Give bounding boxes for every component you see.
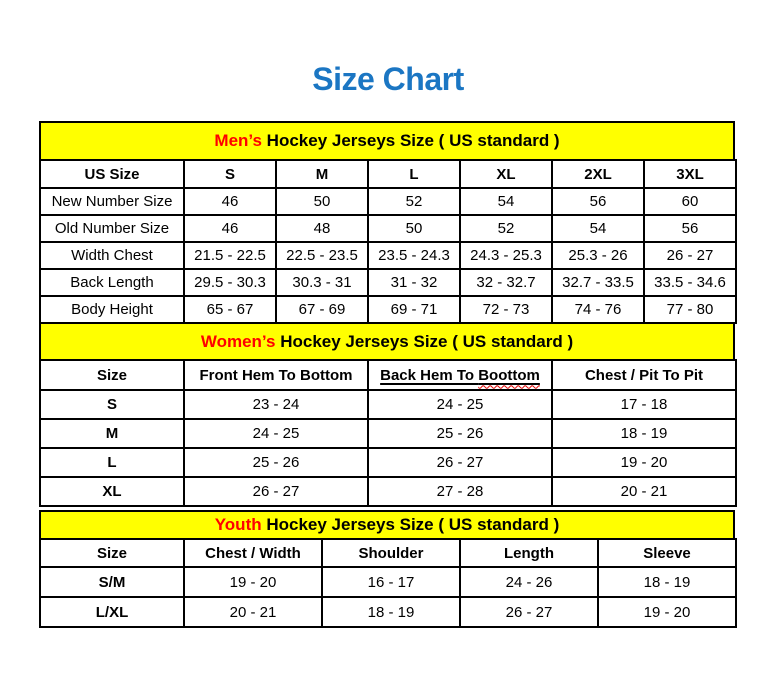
page-title: Size Chart [312,61,464,97]
cell: 54 [552,215,644,242]
table-row [40,597,736,627]
row-label: L/XL [40,597,184,627]
cell: 23 - 24 [184,390,368,419]
cell: 52 [460,215,552,242]
table-row [40,296,736,323]
cell: 17 - 18 [552,390,736,419]
section-men [39,121,735,324]
row-label: XL [40,477,184,506]
cell: 31 - 32 [368,269,460,296]
cell: 19 - 20 [184,567,322,597]
cell: 30.3 - 31 [276,269,368,296]
table-row [40,215,736,242]
cell: 26 - 27 [368,448,552,477]
cell: 25 - 26 [184,448,368,477]
cell: 26 - 27 [460,597,598,627]
cell: 56 [552,188,644,215]
cell: 72 - 73 [460,296,552,323]
cell: 29.5 - 30.3 [184,269,276,296]
row-label: M [40,419,184,448]
cell: 67 - 69 [276,296,368,323]
cell: 18 - 19 [598,567,736,597]
table-row [40,448,736,477]
table-row [40,419,736,448]
cell: 46 [184,188,276,215]
cell: 19 - 20 [598,597,736,627]
cell: 32.7 - 33.5 [552,269,644,296]
row-label: Width Chest [40,242,184,269]
cell: 19 - 20 [552,448,736,477]
cell: 24 - 25 [184,419,368,448]
table-row [40,390,736,419]
cell: 77 - 80 [644,296,736,323]
men-banner-highlight: Men’s [214,131,262,150]
cell: 50 [368,215,460,242]
men-size-table [39,159,737,324]
cell: 46 [184,215,276,242]
women-banner-text: Hockey Jerseys Size ( US standard ) [275,331,574,351]
cell: 26 - 27 [184,477,368,506]
section-women [39,324,735,507]
cell: 33.5 - 34.6 [644,269,736,296]
table-row [40,477,736,506]
youth-banner-highlight: Youth [214,515,262,534]
table-row [40,567,736,597]
cell: 24 - 25 [368,390,552,419]
header-row [40,160,736,188]
column-header: Sleeve [598,539,736,567]
row-label: S [40,390,184,419]
youth-size-table [39,538,737,628]
cell: 54 [460,188,552,215]
column-header: XL [460,160,552,188]
row-label: New Number Size [40,188,184,215]
youth-banner [39,510,735,538]
column-header: Size [40,539,184,567]
cell: 74 - 76 [552,296,644,323]
cell: 69 - 71 [368,296,460,323]
cell: 65 - 67 [184,296,276,323]
column-header: Shoulder [322,539,460,567]
header-row [40,539,736,567]
row-label: L [40,448,184,477]
cell: 50 [276,188,368,215]
size-chart [39,121,735,628]
cell: 20 - 21 [184,597,322,627]
column-header: L [368,160,460,188]
women-banner-highlight: Women’s [200,331,276,351]
women-size-table [39,359,737,507]
row-label: Old Number Size [40,215,184,242]
column-header: Length [460,539,598,567]
column-header: S [184,160,276,188]
column-header: Chest / Width [184,539,322,567]
column-header: Front Hem To Bottom [184,360,368,390]
column-header: M [276,160,368,188]
cell: 24.3 - 25.3 [460,242,552,269]
row-label: Back Length [40,269,184,296]
cell: 52 [368,188,460,215]
men-banner [39,121,735,159]
cell: 18 - 19 [552,419,736,448]
column-header: 2XL [552,160,644,188]
cell: 21.5 - 22.5 [184,242,276,269]
cell: 25 - 26 [368,419,552,448]
section-youth [39,510,735,628]
cell: 60 [644,188,736,215]
cell: 56 [644,215,736,242]
column-header: US Size [40,160,184,188]
header-row [40,360,736,390]
cell: 26 - 27 [644,242,736,269]
cell: 27 - 28 [368,477,552,506]
cell: 23.5 - 24.3 [368,242,460,269]
column-header: Chest / Pit To Pit [552,360,736,390]
misspelled-word: Boottom [478,366,540,384]
column-header: Back Hem To Boottom [368,360,552,390]
cell: 25.3 - 26 [552,242,644,269]
cell: 32 - 32.7 [460,269,552,296]
cell: 16 - 17 [322,567,460,597]
column-header: Size [40,360,184,390]
row-label: Body Height [40,296,184,323]
table-row [40,188,736,215]
youth-banner-text: Hockey Jerseys Size ( US standard ) [261,515,560,534]
table-row [40,242,736,269]
row-label: S/M [40,567,184,597]
women-banner [39,324,735,359]
table-row [40,269,736,296]
cell: 48 [276,215,368,242]
cell: 20 - 21 [552,477,736,506]
cell: 22.5 - 23.5 [276,242,368,269]
cell: 24 - 26 [460,567,598,597]
men-banner-text: Hockey Jerseys Size ( US standard ) [261,131,560,150]
column-header: 3XL [644,160,736,188]
cell: 18 - 19 [322,597,460,627]
